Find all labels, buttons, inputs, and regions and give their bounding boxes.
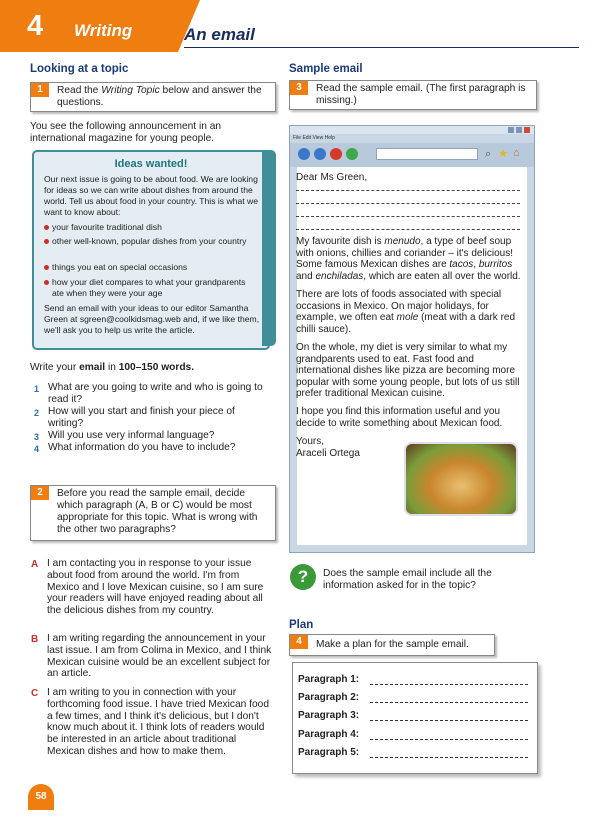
star-icon[interactable]: ★ <box>498 148 508 160</box>
plan-row-2: Paragraph 2: <box>298 692 360 703</box>
question-number: 2 <box>34 408 40 418</box>
browser-titlebar <box>290 126 534 134</box>
question-3: Will you use very informal language? <box>48 430 215 441</box>
missing-line <box>296 216 520 217</box>
task-1-text-end: below and answer the questions. <box>57 85 262 108</box>
question-icon: ? <box>290 564 316 590</box>
email-greeting: Dear Ms Green, <box>296 172 368 183</box>
email-paragraph-4: I hope you find this information useful and you decide to write something about Mexican food. <box>296 406 503 429</box>
ideas-bullet-2: other well-known, popular dishes from your country <box>44 236 252 247</box>
home-icon[interactable]: ⌂ <box>513 147 520 159</box>
option-letter-a: A <box>31 559 39 570</box>
unit-word: Writing <box>74 21 133 40</box>
task-1 <box>30 82 276 112</box>
ideas-bullet-1: your favourite traditional dish <box>44 222 268 233</box>
email-paragraph-3: On the whole, my diet is very similar to what my grandparents used to eat. Fast food and international dishes like pizza are becoming more popular with some young people, but lots of us still prefer traditional Mexican cuisine. <box>296 342 520 400</box>
plan-line[interactable] <box>370 720 528 721</box>
page-number: 58 <box>28 784 54 810</box>
question-4: What information do you have to include? <box>48 442 236 453</box>
email-closing: Yours, <box>296 436 324 447</box>
sample-email-heading: Sample email <box>289 63 363 75</box>
maximize-icon[interactable] <box>516 127 522 133</box>
option-a-text: I am contacting you in response to your issue about food from around the world. I'm from Mexico and I love Mexican cuisine, so I am sure your readers will have enjoyed reading about all the delicious dishes from my country. <box>47 558 264 617</box>
email-paragraph-2: There are lots of foods associated with special occasions in Mexico. On major holidays, for example, we often eat mole (meat with a dark red chilli sauce). <box>296 289 516 335</box>
plan-heading: Plan <box>289 619 314 631</box>
task-2 <box>30 485 276 541</box>
plan-line[interactable] <box>370 702 528 703</box>
option-letter-c: C <box>31 688 39 699</box>
task-1-italic: Writing Topic <box>101 85 160 96</box>
question-number: 3 <box>34 432 40 442</box>
back-icon[interactable] <box>298 148 310 160</box>
email-signature: Araceli Ortega <box>296 448 360 459</box>
announcement-text: You see the following announcement in an international magazine for young people. <box>30 121 222 144</box>
plan-line[interactable] <box>370 684 528 685</box>
task-4-number: 4 <box>290 635 308 649</box>
refresh-icon[interactable] <box>346 148 358 160</box>
task-1-number: 1 <box>31 83 49 97</box>
question-number: 4 <box>34 444 40 454</box>
unit-number: 4 <box>27 10 44 42</box>
looking-heading: Looking at a topic <box>30 63 129 75</box>
plan-row-4: Paragraph 4: <box>298 729 360 740</box>
missing-line <box>296 203 520 204</box>
ideas-bullet-3: things you eat on special occasions <box>44 262 268 273</box>
word-count-instruction: Write your email in 100–150 words. <box>30 362 195 373</box>
task-2-text: Before you read the sample email, decide which paragraph (A, B or C) would be most appropriate for this topic. What is wrong with the other two paragraphs? <box>57 488 258 535</box>
task-4 <box>289 634 495 656</box>
missing-line <box>296 190 520 191</box>
forward-icon[interactable] <box>314 148 326 160</box>
plan-row-5: Paragraph 5: <box>298 747 360 758</box>
plan-row-3: Paragraph 3: <box>298 710 360 721</box>
task-3-number: 3 <box>290 81 308 95</box>
email-paragraph-1: My favourite dish is menudo, a type of beef soup with onions, chillies and coriander – it's delicious! Some famous Mexican dishes are tacos, burritos and enchiladas, which are eaten all over the world. <box>296 236 521 282</box>
ideas-closing: Send an email with your ideas to our editor Samantha Green at sgreen@coolkidsmag.web and, if we like them, we'll ask you to help us write the article. <box>44 303 260 335</box>
ideas-intro: Our next issue is going to be about food. We are looking for ideas so we can write about dishes from around the world. Tell us about food in your country. This is what we want to know about: <box>44 174 258 217</box>
option-c-text: I am writing to you in connection with your forthcoming food issue. I have tried Mexican food a few times, and I think it's delicious, but I don't know much about it. I think lots of readers would be interested in an article about traditional Mexican dishes and how to make them. <box>47 687 269 757</box>
stop-icon[interactable] <box>330 148 342 160</box>
search-icon[interactable]: ⌕ <box>485 148 492 160</box>
missing-line <box>296 229 520 230</box>
title-underline <box>184 47 579 48</box>
ideas-bullet-4: how your diet compares to what your grandparents ate when they were your age <box>44 277 252 299</box>
task-4-text: Make a plan for the sample email. <box>316 639 469 650</box>
address-bar[interactable] <box>376 148 478 160</box>
option-b-text: I am writing regarding the announcement in your last issue. I am from Colima in Mexico, and I think Mexican cuisine would be an excellent subject for an article. <box>47 633 272 680</box>
ideas-wanted-box <box>32 150 270 350</box>
plan-row-1: Paragraph 1: <box>298 674 360 685</box>
plan-line[interactable] <box>370 757 528 758</box>
page-title: An email <box>184 25 255 44</box>
check-question: Does the sample email include all the information asked for in the topic? <box>323 568 492 591</box>
plan-line[interactable] <box>370 739 528 740</box>
browser-menu[interactable]: File Edit View Help <box>293 135 335 141</box>
ideas-side-strip <box>262 150 276 346</box>
question-number: 1 <box>34 384 40 394</box>
tacos-photo <box>404 442 518 516</box>
task-1-text: Read the <box>57 85 102 96</box>
ideas-title: Ideas wanted! <box>114 158 188 170</box>
question-1: What are you going to write and who is going to read it? <box>48 382 263 405</box>
task-3-text: Read the sample email. (The first paragraph is missing.) <box>316 83 526 106</box>
task-2-number: 2 <box>31 486 49 500</box>
task-3 <box>289 80 537 110</box>
minimize-icon[interactable] <box>508 127 514 133</box>
question-2: How will you start and finish your piece of writing? <box>48 406 235 429</box>
close-icon[interactable] <box>524 127 530 133</box>
option-letter-b: B <box>31 634 39 645</box>
